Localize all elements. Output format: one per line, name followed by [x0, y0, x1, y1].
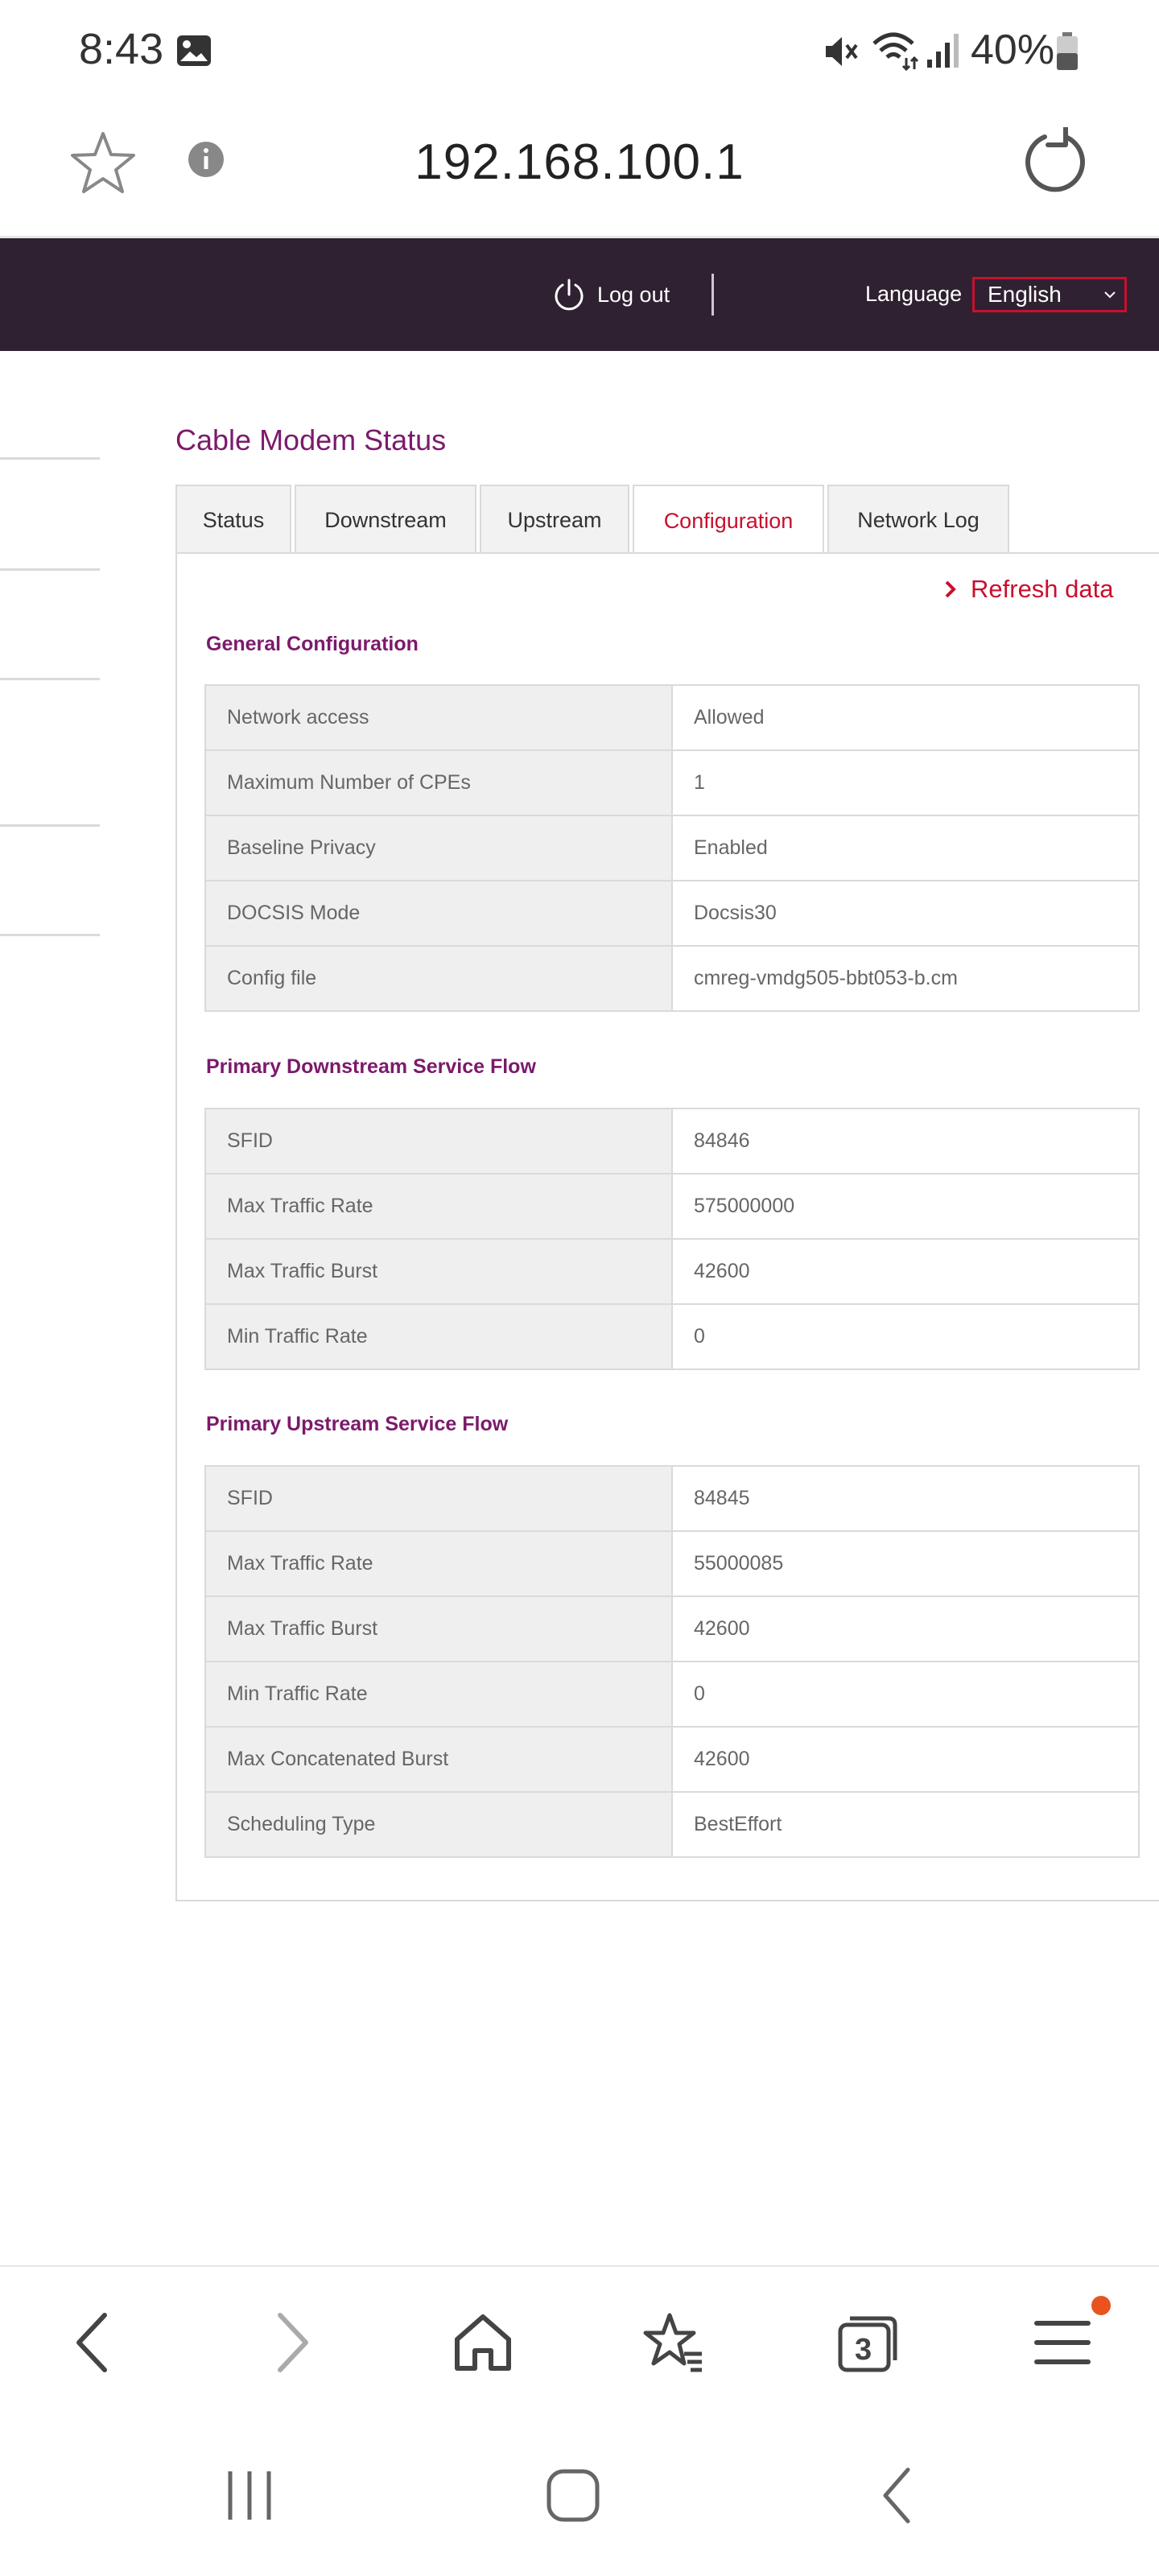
row-label: Min Traffic Rate [205, 1662, 672, 1727]
row-value: Enabled [672, 815, 1139, 881]
row-label: Baseline Privacy [205, 815, 672, 881]
sidebar-divider [0, 824, 100, 827]
row-value: 42600 [672, 1727, 1139, 1792]
tab-count: 3 [855, 2333, 872, 2367]
reload-icon[interactable] [1021, 127, 1090, 196]
row-label: Max Traffic Rate [205, 1531, 672, 1596]
row-label: Max Traffic Burst [205, 1596, 672, 1662]
image-icon [175, 34, 212, 68]
refresh-data-link[interactable] [943, 575, 1114, 604]
tabs-button[interactable] [835, 2310, 900, 2375]
header-divider [711, 274, 714, 316]
site-header [0, 238, 1159, 351]
chevron-down-icon [1103, 289, 1116, 300]
row-label: SFID [205, 1466, 672, 1531]
downstream-service-flow-table [204, 1108, 1140, 1370]
tab-upstream[interactable]: Upstream [480, 485, 629, 554]
wifi-icon [871, 29, 919, 71]
row-label: Scheduling Type [205, 1792, 672, 1857]
row-label: SFID [205, 1108, 672, 1174]
row-label: Config file [205, 946, 672, 1011]
table-row [205, 815, 1139, 881]
mute-icon [821, 32, 860, 71]
language-select[interactable] [972, 277, 1127, 312]
row-label: Max Concatenated Burst [205, 1727, 672, 1792]
table-row [205, 1108, 1139, 1174]
menu-icon[interactable] [1030, 2310, 1095, 2375]
tab-bar [175, 485, 1013, 554]
table-row [205, 685, 1139, 750]
row-value: 55000085 [672, 1531, 1139, 1596]
recent-apps-icon[interactable] [217, 2463, 282, 2528]
row-label: Max Traffic Rate [205, 1174, 672, 1239]
page-title: Cable Modem Status [175, 423, 447, 456]
logout-label: Log out [597, 282, 670, 307]
section-title: Primary Upstream Service Flow [206, 1413, 509, 1435]
language-value: English [988, 282, 1062, 307]
chevron-right-icon [943, 580, 958, 599]
battery-percent: 40% [971, 27, 1055, 73]
tab-configuration[interactable]: Configuration [633, 485, 824, 555]
row-value: BestEffort [672, 1792, 1139, 1857]
row-label: Min Traffic Rate [205, 1304, 672, 1369]
row-label: Maximum Number of CPEs [205, 750, 672, 815]
logout-button[interactable] [552, 275, 670, 314]
table-row [205, 1662, 1139, 1727]
notification-dot [1091, 2296, 1111, 2315]
table-row [205, 1531, 1139, 1596]
home-button-icon[interactable] [541, 2463, 605, 2528]
back-icon[interactable] [61, 2310, 126, 2375]
language-label: Language [865, 282, 963, 306]
sidebar-divider [0, 457, 100, 460]
address-bar [0, 105, 1159, 238]
row-value: 42600 [672, 1239, 1139, 1304]
table-row [205, 1239, 1139, 1304]
clock: 8:43 [79, 25, 164, 73]
table-row [205, 1174, 1139, 1239]
forward-icon[interactable] [259, 2310, 324, 2375]
row-value: 0 [672, 1304, 1139, 1369]
table-row [205, 1304, 1139, 1369]
row-value: 84846 [672, 1108, 1139, 1174]
home-icon[interactable] [451, 2310, 515, 2375]
row-value: Allowed [672, 685, 1139, 750]
section-title: Primary Downstream Service Flow [206, 1055, 536, 1078]
row-label: Max Traffic Burst [205, 1239, 672, 1304]
section-title: General Configuration [206, 633, 419, 655]
url-text[interactable]: 192.168.100.1 [415, 134, 744, 190]
system-nav-bar [0, 2410, 1159, 2576]
table-row [205, 1792, 1139, 1857]
upstream-service-flow-table [204, 1465, 1140, 1858]
row-value: cmreg-vmdg505-bbt053-b.cm [672, 946, 1139, 1011]
row-value: 1 [672, 750, 1139, 815]
sidebar-divider [0, 678, 100, 680]
sidebar-divider [0, 568, 100, 571]
table-row [205, 1727, 1139, 1792]
sidebar-divider [0, 934, 100, 936]
row-value: Docsis30 [672, 881, 1139, 946]
table-row [205, 946, 1139, 1011]
row-value: 84845 [672, 1466, 1139, 1531]
table-row [205, 1596, 1139, 1662]
row-label: Network access [205, 685, 672, 750]
general-configuration-table [204, 684, 1140, 1012]
signal-icon [926, 32, 961, 69]
tab-downstream[interactable]: Downstream [295, 485, 476, 554]
power-icon [552, 278, 586, 312]
refresh-data-label: Refresh data [971, 575, 1114, 603]
system-back-icon[interactable] [866, 2463, 930, 2528]
status-bar [0, 0, 1159, 105]
bookmarks-icon[interactable] [642, 2310, 707, 2375]
table-row [205, 881, 1139, 946]
tab-status[interactable]: Status [175, 485, 291, 554]
row-value: 42600 [672, 1596, 1139, 1662]
row-value: 575000000 [672, 1174, 1139, 1239]
battery-icon [1056, 32, 1079, 71]
table-row [205, 750, 1139, 815]
table-row [205, 1466, 1139, 1531]
tab-network-log[interactable]: Network Log [827, 485, 1009, 554]
row-label: DOCSIS Mode [205, 881, 672, 946]
browser-bottom-nav [0, 2265, 1159, 2410]
row-value: 0 [672, 1662, 1139, 1727]
